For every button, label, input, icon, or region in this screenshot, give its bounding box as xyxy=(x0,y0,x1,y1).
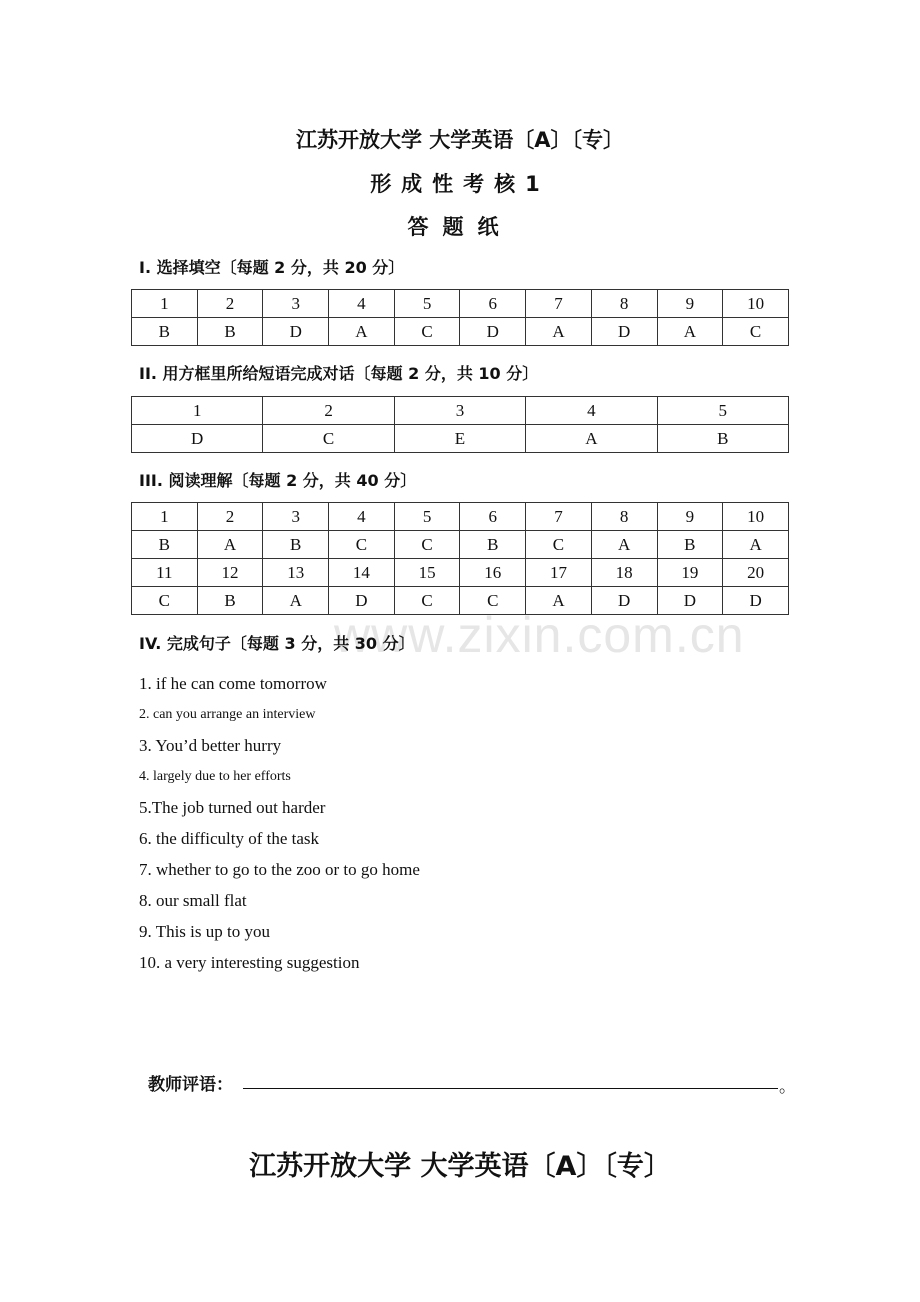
question-number-cell: 12 xyxy=(197,559,263,587)
question-number-cell: 10 xyxy=(723,503,789,531)
question-number-cell: 4 xyxy=(329,503,395,531)
section-2-table xyxy=(131,396,789,453)
question-number-cell: 3 xyxy=(394,397,525,425)
question-number-cell: 20 xyxy=(723,559,789,587)
sentence-item: 3. You’d better hurry xyxy=(139,736,282,755)
section-3-number-row-1 xyxy=(132,503,789,531)
teacher-comment-label: 教师评语： xyxy=(148,1075,233,1095)
answer-cell: E xyxy=(394,425,525,453)
teacher-comment-line[interactable] xyxy=(243,1088,778,1089)
question-number-cell: 10 xyxy=(723,290,789,318)
section-4-label: IV. 完成句子〔每题 3 分，共 30 分〕 xyxy=(139,634,415,653)
question-number-cell: 4 xyxy=(526,397,657,425)
answer-cell: D xyxy=(591,318,657,346)
answer-cell: D xyxy=(460,318,526,346)
question-number-cell: 1 xyxy=(132,290,198,318)
comment-end-mark: 。 xyxy=(779,1077,796,1096)
question-number-cell: 17 xyxy=(526,559,592,587)
answer-cell: B xyxy=(263,531,329,559)
section-3-answer-row-1 xyxy=(132,531,789,559)
answer-cell: D xyxy=(329,587,395,615)
section-3-number-row-2 xyxy=(132,559,789,587)
question-number-cell: 9 xyxy=(657,503,723,531)
question-number-cell: 2 xyxy=(197,290,263,318)
answer-cell: D xyxy=(657,587,723,615)
question-number-cell: 1 xyxy=(132,397,263,425)
question-number-cell: 6 xyxy=(460,503,526,531)
question-number-cell: 3 xyxy=(263,503,329,531)
section-1-label: I. 选择填空〔每题 2 分，共 20 分〕 xyxy=(139,258,405,277)
page-subtitle: 形成性考核1 xyxy=(370,172,550,196)
answer-cell: A xyxy=(591,531,657,559)
answer-cell: D xyxy=(591,587,657,615)
question-number-cell: 4 xyxy=(329,290,395,318)
sentence-item: 9. This is up to you xyxy=(139,922,270,941)
section-1-answer-row xyxy=(132,318,789,346)
answer-cell: B xyxy=(197,318,263,346)
answer-cell: D xyxy=(263,318,329,346)
answer-cell: A xyxy=(526,587,592,615)
answer-cell: A xyxy=(657,318,723,346)
question-number-cell: 13 xyxy=(263,559,329,587)
answer-cell: C xyxy=(526,531,592,559)
footer-title: 江苏开放大学 大学英语〔A〕〔专〕 xyxy=(249,1151,671,1182)
sentence-item: 4. largely due to her efforts xyxy=(139,769,291,784)
question-number-cell: 1 xyxy=(132,503,198,531)
question-number-cell: 5 xyxy=(394,290,460,318)
question-number-cell: 16 xyxy=(460,559,526,587)
question-number-cell: 7 xyxy=(526,503,592,531)
question-number-cell: 6 xyxy=(460,290,526,318)
answer-cell: C xyxy=(394,318,460,346)
answer-cell: C xyxy=(394,587,460,615)
question-number-cell: 8 xyxy=(591,503,657,531)
answer-cell: C xyxy=(263,425,394,453)
sentence-item: 5.The job turned out harder xyxy=(139,798,326,817)
answer-cell: B xyxy=(657,425,788,453)
question-number-cell: 8 xyxy=(591,290,657,318)
section-2-number-row xyxy=(132,397,789,425)
question-number-cell: 2 xyxy=(263,397,394,425)
section-4-sentence-list xyxy=(139,672,420,982)
question-number-cell: 3 xyxy=(263,290,329,318)
page-title: 江苏开放大学 大学英语〔A〕〔专〕 xyxy=(295,128,625,152)
answer-cell: A xyxy=(526,425,657,453)
answer-cell: B xyxy=(132,318,198,346)
question-number-cell: 19 xyxy=(657,559,723,587)
section-1-number-row xyxy=(132,290,789,318)
question-number-cell: 18 xyxy=(591,559,657,587)
section-3-label: III. 阅读理解〔每题 2 分，共 40 分〕 xyxy=(139,471,417,490)
question-number-cell: 14 xyxy=(329,559,395,587)
answer-cell: A xyxy=(197,531,263,559)
answer-cell: D xyxy=(723,587,789,615)
question-number-cell: 7 xyxy=(526,290,592,318)
answer-cell: D xyxy=(132,425,263,453)
answer-cell: A xyxy=(526,318,592,346)
sentence-item: 2. can you arrange an interview xyxy=(139,707,316,722)
sentence-item: 1. if he can come tomorrow xyxy=(139,674,327,693)
question-number-cell: 2 xyxy=(197,503,263,531)
answer-cell: B xyxy=(657,531,723,559)
answer-cell: B xyxy=(197,587,263,615)
question-number-cell: 11 xyxy=(132,559,198,587)
sentence-item: 7. whether to go to the zoo or to go home xyxy=(139,860,420,879)
answer-cell: C xyxy=(132,587,198,615)
answer-sheet-heading: 答题纸 xyxy=(407,215,513,239)
answer-cell: B xyxy=(460,531,526,559)
answer-cell: C xyxy=(723,318,789,346)
answer-cell: B xyxy=(132,531,198,559)
answer-cell: C xyxy=(460,587,526,615)
answer-cell: C xyxy=(329,531,395,559)
answer-cell: C xyxy=(394,531,460,559)
question-number-cell: 9 xyxy=(657,290,723,318)
question-number-cell: 15 xyxy=(394,559,460,587)
question-number-cell: 5 xyxy=(394,503,460,531)
sentence-item: 6. the difficulty of the task xyxy=(139,829,320,848)
section-3-table xyxy=(131,502,789,615)
section-1-table xyxy=(131,289,789,346)
question-number-cell: 5 xyxy=(657,397,788,425)
answer-cell: A xyxy=(723,531,789,559)
sentence-item: 10. a very interesting suggestion xyxy=(139,953,360,972)
section-2-label: II. 用方框里所给短语完成对话〔每题 2 分，共 10 分〕 xyxy=(139,364,539,383)
sentence-item: 8. our small flat xyxy=(139,891,247,910)
watermark: www.zixin.com.cn xyxy=(334,607,745,663)
answer-cell: A xyxy=(329,318,395,346)
section-2-answer-row xyxy=(132,425,789,453)
answer-cell: A xyxy=(263,587,329,615)
